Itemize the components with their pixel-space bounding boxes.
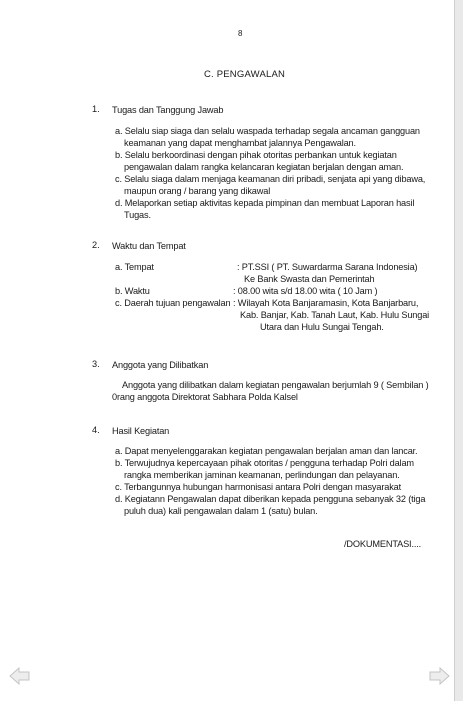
section-4-number: 4. [92, 425, 100, 435]
section-4-line: puluh dua) kali pengawalan dalam 1 (satu) bulan. [124, 506, 318, 516]
section-4-line: d. Kegiatann Pengawalan dapat diberikan kepada pengguna sebanyak 32 (tiga [115, 494, 426, 504]
daerah-value: : Wilayah Kota Banjaramasin, Kota Banjarbaru, [233, 298, 419, 308]
section-1-line: pengawalan dalam rangka kelancaran kegiatan berjalan dengan aman. [124, 162, 404, 172]
next-page-reference: /DOKUMENTASI.... [344, 539, 422, 549]
section-4-line: rangka memberikan jaminan keamanan, perlindungan dan pelayanan. [124, 470, 400, 480]
section-1-line: b. Selalu berkoordinasi dengan pihak otoritas perbankan untuk kegiatan [115, 150, 397, 160]
tempat-label: a. Tempat [115, 262, 154, 272]
viewer-edge [454, 0, 463, 701]
section-4-line: b. Terwujudnya kepercayaan pihak otoritas / pengguna terhadap Polri dalam [115, 458, 414, 468]
waktu-label: b. Waktu [115, 286, 150, 296]
section-1-title: Tugas dan Tanggung Jawab [112, 105, 224, 115]
section-1-line: d. Melaporkan setiap aktivitas kepada pimpinan dan membuat Laporan hasil [115, 198, 415, 208]
section-2-number: 2. [92, 240, 100, 250]
section-heading: C. PENGAWALAN [204, 69, 286, 80]
section-4-title: Hasil Kegiatan [112, 426, 170, 436]
daerah-value-cont: Utara dan Hulu Sungai Tengah. [260, 322, 384, 332]
section-4-line: a. Dapat menyelenggarakan kegiatan pengawalan berjalan aman dan lancar. [115, 446, 418, 456]
section-1-line: c. Selalu siaga dalam menjaga keamanan diri pribadi, senjata api yang dibawa, [115, 174, 426, 184]
page-number: 8 [238, 29, 243, 38]
arrow-right-icon[interactable] [428, 667, 450, 685]
section-1-number: 1. [92, 104, 100, 114]
section-3-number: 3. [92, 359, 100, 369]
waktu-value: : 08.00 wita s/d 18.00 wita ( 10 Jam ) [233, 286, 378, 296]
section-1-line: maupun orang / barang yang dikawal [124, 186, 271, 196]
daerah-value-cont: Kab. Banjar, Kab. Tanah Laut, Kab. Hulu Sungai [240, 310, 430, 320]
tempat-value: : PT.SSI ( PT. Suwardarma Sarana Indonesia) [237, 262, 418, 272]
section-3-title: Anggota yang Dilibatkan [112, 360, 209, 370]
daerah-label: c. Daerah tujuan pengawalan [115, 298, 231, 308]
section-1-line: a. Selalu siap siaga dan selalu waspada terhadap segala ancaman gangguan [115, 126, 420, 136]
arrow-left-icon[interactable] [9, 667, 31, 685]
section-3-line: 0rang anggota Direktorat Sabhara Polda Kalsel [112, 392, 298, 402]
section-4-line: c. Terbangunnya hubungan harmonisasi antara Polri dengan masyarakat [115, 482, 402, 492]
section-3-line: Anggota yang dilibatkan dalam kegiatan pengawalan berjumlah 9 ( Sembilan ) [122, 380, 429, 390]
section-2-title: Waktu dan Tempat [112, 241, 186, 251]
section-1-line: keamanan yang dapat menghambat jalannya Pengawalan. [124, 138, 356, 148]
tempat-value-cont: Ke Bank Swasta dan Pemerintah [244, 274, 375, 284]
section-1-line: Tugas. [124, 210, 151, 220]
